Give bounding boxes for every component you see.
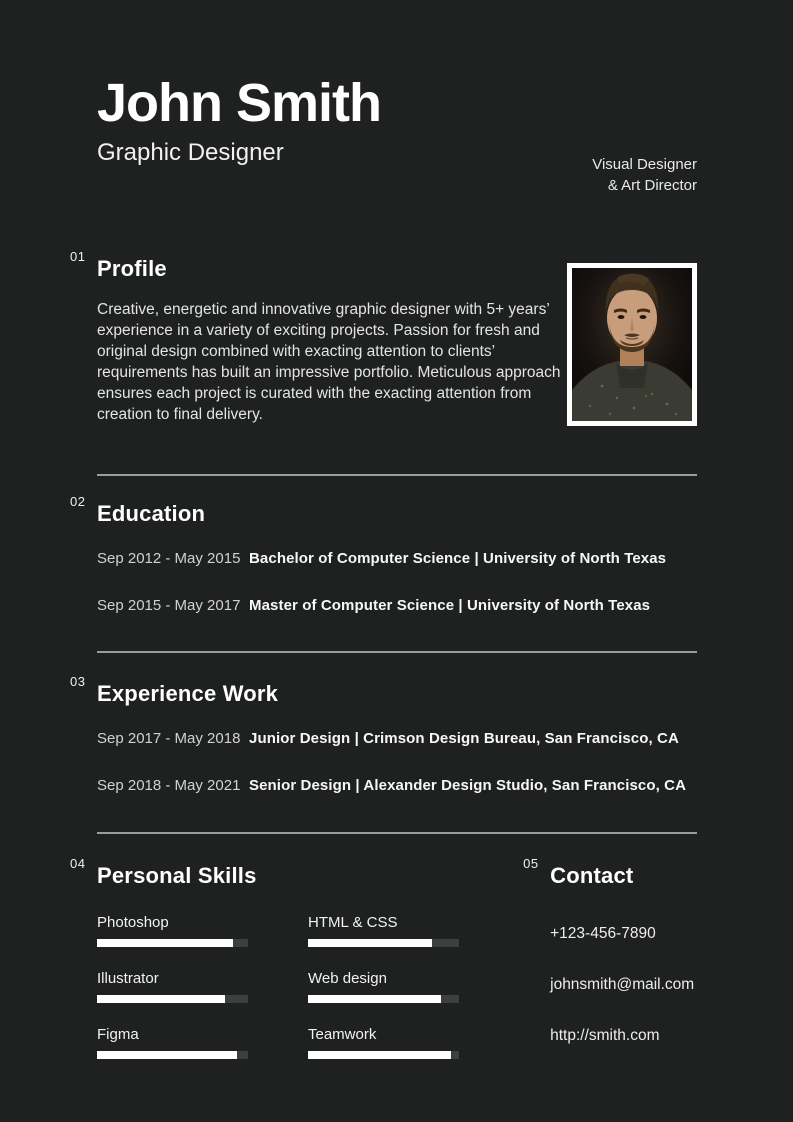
education-heading-label: Education <box>97 501 206 527</box>
contact-phone: +123-456-7890 <box>550 925 656 943</box>
skill-bar <box>97 995 248 1003</box>
skill-bar-fill <box>97 1051 237 1059</box>
skill-item <box>97 970 248 1003</box>
tagline-line-1: Visual Designer <box>592 156 697 174</box>
skill-item <box>308 1026 459 1059</box>
skill-bar <box>308 1051 459 1059</box>
contact-number: 05 <box>523 856 539 872</box>
skills-heading-label: Personal Skills <box>97 863 257 889</box>
section-profile <box>70 249 697 436</box>
skill-bar-fill <box>97 939 233 947</box>
section-skills <box>70 856 550 1059</box>
experience-dates: Sep 2017 - May 2018 <box>97 730 241 748</box>
experience-role: Senior Design | Alexander Design Studio, San Francisco, CA <box>249 777 687 795</box>
skill-label: Figma <box>97 1026 139 1044</box>
person-name: John Smith <box>97 73 381 133</box>
experience-number: 03 <box>70 674 86 690</box>
skill-bar <box>308 939 459 947</box>
profile-photo <box>567 263 697 426</box>
tagline <box>592 154 697 196</box>
experience-entry <box>97 777 697 794</box>
tagline-line-2: & Art Director <box>607 177 697 195</box>
skill-bar <box>97 939 248 947</box>
education-dates: Sep 2015 - May 2017 <box>97 597 241 615</box>
education-degree: Master of Computer Science | University of North Texas <box>249 597 651 615</box>
job-title: Graphic Designer <box>97 139 284 167</box>
section-contact <box>523 856 697 1059</box>
contact-website: http://smith.com <box>550 1027 660 1045</box>
education-heading <box>70 494 697 527</box>
experience-role: Junior Design | Crimson Design Bureau, San Francisco, CA <box>249 730 679 748</box>
experience-dates: Sep 2018 - May 2021 <box>97 777 241 795</box>
section-education <box>70 494 697 615</box>
skill-label: Teamwork <box>308 1026 377 1044</box>
skill-bar-fill <box>308 1051 451 1059</box>
divider-3 <box>97 832 697 834</box>
profile-heading-label: Profile <box>97 256 167 282</box>
skill-bar <box>308 995 459 1003</box>
skill-bar-fill <box>308 995 441 1003</box>
experience-heading <box>70 674 697 707</box>
skills-heading <box>70 856 550 889</box>
header <box>97 74 697 196</box>
skill-item <box>308 914 459 947</box>
experience-heading-label: Experience Work <box>97 681 279 707</box>
contact-email: johnsmith@mail.com <box>550 976 695 994</box>
skill-label: Illustrator <box>97 970 159 988</box>
education-dates: Sep 2012 - May 2015 <box>97 550 241 568</box>
skill-item <box>97 914 248 947</box>
contact-heading-label: Contact <box>550 863 634 889</box>
skill-item <box>97 1026 248 1059</box>
contact-items <box>550 925 697 1045</box>
bottom-section <box>70 856 697 1059</box>
profile-number: 01 <box>70 249 86 265</box>
divider-1 <box>97 474 697 476</box>
section-experience <box>70 674 697 795</box>
divider-2 <box>97 651 697 653</box>
education-degree: Bachelor of Computer Science | University of North Texas <box>249 550 667 568</box>
education-entry <box>97 597 697 614</box>
skills-grid <box>97 914 550 1059</box>
profile-paragraph: Creative, energetic and innovative graphic designer with 5+ years’ experience in a variety of exciting projects. Passion for fresh and original design combined with exacting attention to clients’ requirements has built an impressive portfolio. Meticulous approach ensures each project is curated with the exacting attention from creation to final delivery. <box>97 301 561 424</box>
education-number: 02 <box>70 494 86 510</box>
skill-bar-fill <box>97 995 225 1003</box>
education-entry <box>97 550 697 567</box>
subtitle-row <box>97 139 697 196</box>
skill-item <box>308 970 459 1003</box>
skills-number: 04 <box>70 856 86 872</box>
portrait-illustration <box>572 268 692 421</box>
skill-label: Web design <box>308 970 387 988</box>
experience-entry <box>97 730 697 747</box>
skill-bar-fill <box>308 939 432 947</box>
skill-label: HTML & CSS <box>308 914 398 932</box>
skill-bar <box>97 1051 248 1059</box>
contact-heading <box>523 856 697 889</box>
skill-label: Photoshop <box>97 914 169 932</box>
